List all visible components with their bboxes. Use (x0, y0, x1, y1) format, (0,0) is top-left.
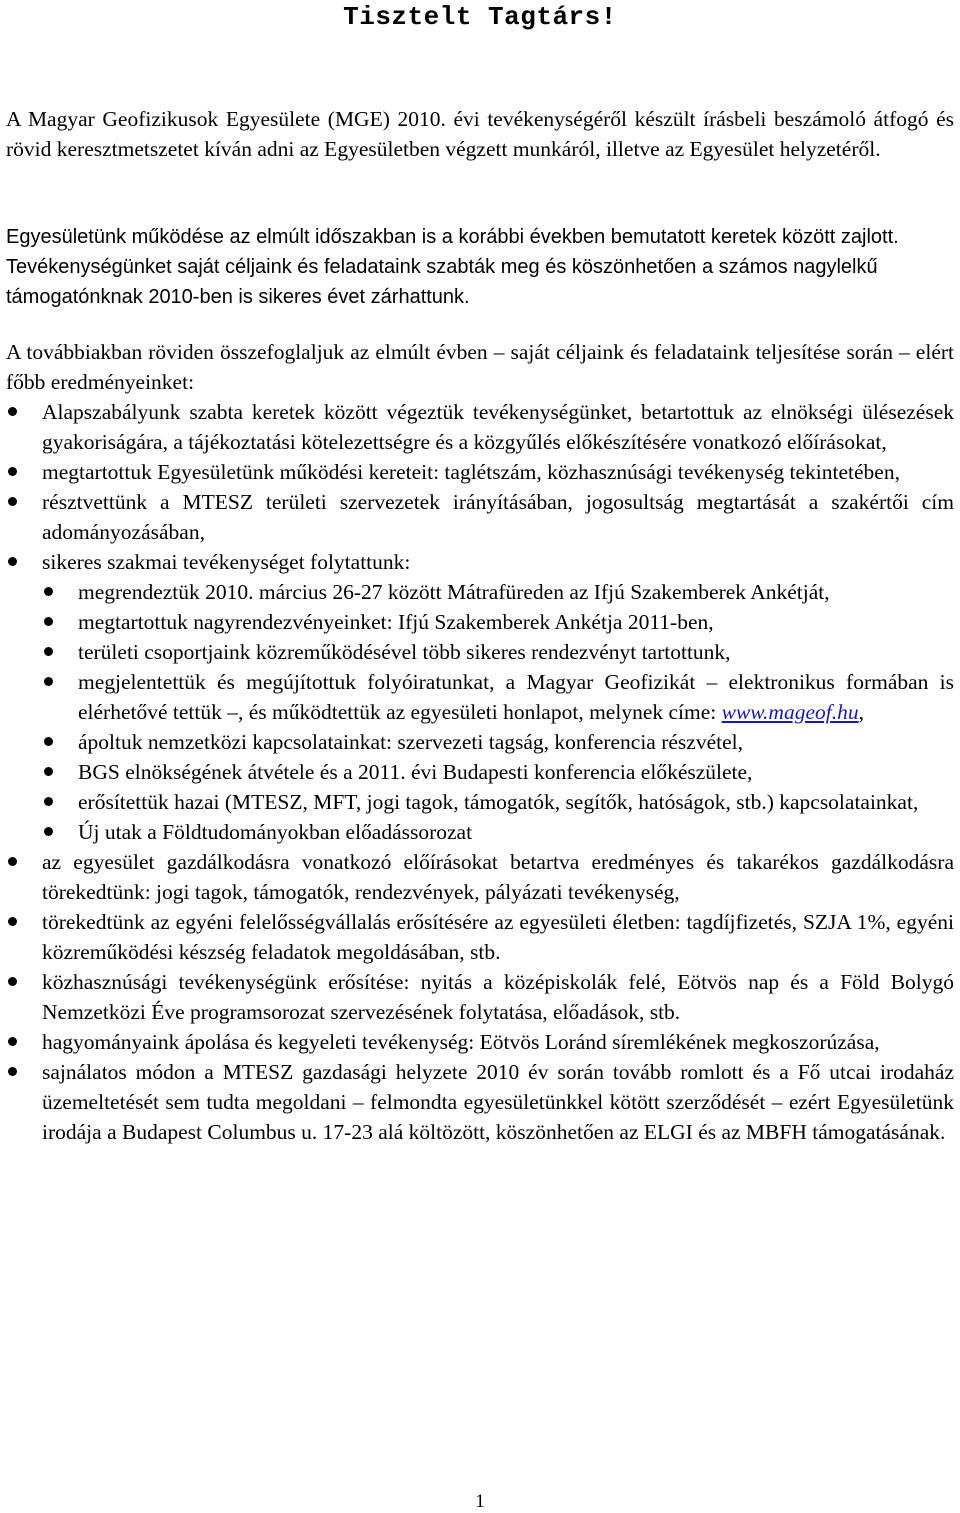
bullet-icon (44, 647, 53, 656)
list-item: törekedtünk az egyéni felelősségvállalás erősítésére az egyesületi életben: tagdíjfizetés, SZJA 1%, egyéni közreműködési készség feladatok megoldásában, stb. (0, 907, 954, 967)
bullet-icon (44, 587, 53, 596)
sub-list-item: Új utak a Földtudományokban előadássorozat (0, 817, 954, 847)
bullet-icon (44, 737, 53, 746)
bullet-icon (8, 407, 17, 416)
sub-list-item: erősítettük hazai (MTESZ, MFT, jogi tagok, támogatók, segítők, hatóságok, stb.) kapcsolatainkat, (0, 787, 954, 817)
bullet-icon (8, 497, 17, 506)
sub-list-item-journal: megjelentettük és megújítottuk folyóiratunkat, a Magyar Geofizikát – elektronikus formában is elérhetővé tettük –, és működtettük az egyesületi honlapot, melynek címe: www.mageof.hu, (0, 667, 954, 727)
sub-list-item: területi csoportjaink közreműködésével több sikeres rendezvényt tartottunk, (0, 637, 954, 667)
page-number: 1 (475, 1491, 485, 1512)
sub-list-item: BGS elnökségének átvétele és a 2011. évi Budapesti konferencia előkészülete, (0, 757, 954, 787)
list-item: résztvettünk a MTESZ területi szervezetek irányításában, jogosultság megtartását a szakértői cím adományozásában, (0, 487, 954, 547)
bullet-icon (8, 467, 17, 476)
bullet-icon (8, 1037, 17, 1046)
bullet-icon (44, 767, 53, 776)
bullet-icon (44, 827, 53, 836)
list-item: Alapszabályunk szabta keretek között végeztük tevékenységünket, betartottuk az elnökségi ülésezések gyakoriságára, a tájékoztatási kötelezettségre és a közgyűlés előkészítésére vonatkozó előírásokat, (0, 397, 954, 457)
bullet-icon (44, 617, 53, 626)
bullet-icon (44, 797, 53, 806)
bullet-icon (8, 857, 17, 866)
bullet-icon (44, 677, 53, 686)
website-link[interactable]: www.mageof.hu (721, 700, 859, 724)
bullet-icon (8, 1067, 17, 1076)
bullet-icon (8, 917, 17, 926)
bullet-icon (8, 977, 17, 986)
list-item: megtartottuk Egyesületünk működési kereteit: taglétszám, közhasznúsági tevékenység tekintetében, (0, 457, 954, 487)
list-item: hagyományaink ápolása és kegyeleti tevékenység: Eötvös Loránd síremlékének megkoszorúzása, (0, 1027, 954, 1057)
list-item: sikeres szakmai tevékenységet folytattunk: (0, 547, 954, 577)
sub-list-item: megtartottuk nagyrendezvényeinket: Ifjú Szakemberek Ankétja 2011-ben, (0, 607, 954, 637)
operation-paragraph: Egyesületünk működése az elmúlt időszakban is a korábbi években bemutatott keretek között zajlott. Tevékenységünket saját céljaink és feladataink szabták meg és köszönhetően a számos nagylelkű támogatónknak 2010-ben is sikeres évet zárhattunk. (6, 226, 899, 308)
sub-list-item: ápoltuk nemzetközi kapcsolatainkat: szervezeti tagság, konferencia részvétel, (0, 727, 954, 757)
bullet-icon (8, 557, 17, 566)
sub-list-item: megrendeztük 2010. március 26-27 között Mátrafüreden az Ifjú Szakemberek Ankétját, (0, 577, 954, 607)
summary-intro-paragraph: A továbbiakban röviden összefoglaljuk az elmúlt évben – saját céljaink és feladataink teljesítése során – elért főbb eredményeinket: (6, 340, 954, 394)
list-item: közhasznúsági tevékenységünk erősítése: nyitás a középiskolák felé, Eötvös nap és a Föld Bolygó Nemzetközi Éve programsorozat szervezésének folytatása, előadások, stb. (0, 967, 954, 1027)
intro-paragraph: A Magyar Geofizikusok Egyesülete (MGE) 2010. évi tevékenységéről készült írásbeli beszámoló átfogó és rövid keresztmetszetet kíván adni az Egyesületben végzett munkáról, illetve az Egyesület helyzetéről. (6, 107, 954, 161)
document-title: Tisztelt Tagtárs! (343, 2, 617, 32)
results-list (0, 397, 960, 1147)
list-item: az egyesület gazdálkodásra vonatkozó előírásokat betartva eredményes és takarékos gazdálkodásra törekedtünk: jogi tagok, támogatók, rendezvények, pályázati tevékenység, (0, 847, 954, 907)
list-item: sajnálatos módon a MTESZ gazdasági helyzete 2010 év során tovább romlott és a Fő utcai irodaház üzemeltetését sem tudta megoldani – felmondta egyesületünkkel kötött szerződését – ezért Egyesületünk irodája a Budapest Columbus u. 17-23 alá költözött, köszönhetően az ELGI és az MBFH támogatásának. (0, 1057, 954, 1147)
